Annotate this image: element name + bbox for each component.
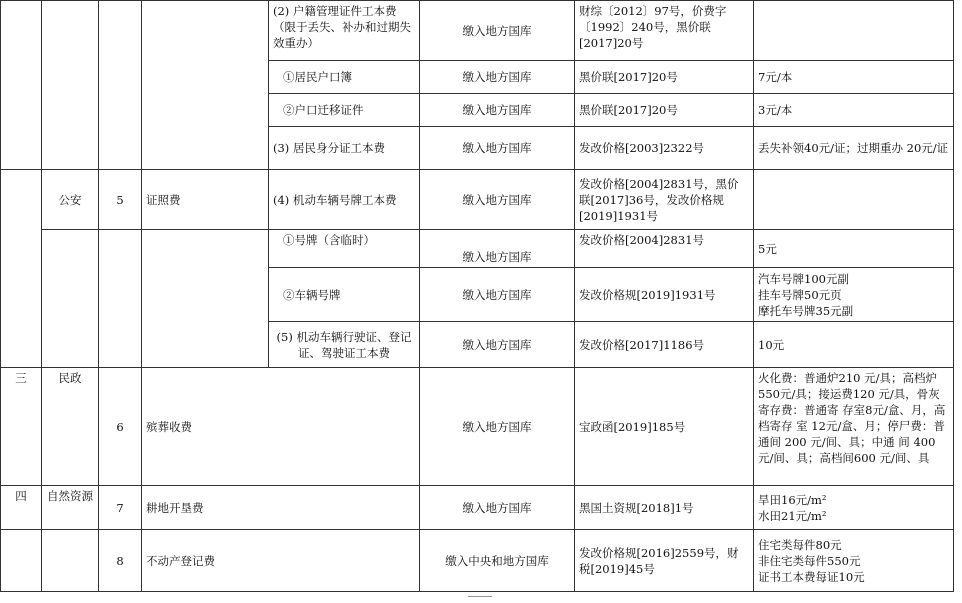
seq-cell: 三: [1, 368, 42, 486]
item-cell: (2) 户籍管理证件工本费（限于丢失、补办和过期失效重办）: [269, 1, 420, 61]
standard-cell: 住宅类每件80元 非住宅类每件550元 证书工本费每证10元: [754, 530, 954, 592]
dept-cell: 公安: [42, 170, 99, 230]
dept-cell: 民政: [42, 368, 99, 486]
basis-cell: 发改价格规[2016]2559号，财税[2019]45号: [575, 530, 754, 592]
basis-cell: 发改价格规[2019]1931号: [575, 268, 754, 322]
num-cell: 5: [99, 170, 142, 230]
table-row: [1, 230, 954, 268]
table-row: [1, 170, 954, 230]
seq-cell: [1, 1, 42, 170]
item-cell: ①居民户口簿: [269, 61, 420, 94]
seq-cell: 四: [1, 486, 42, 530]
standard-cell: 5元: [754, 230, 954, 268]
dest-cell: 缴入地方国库: [420, 94, 575, 127]
basis-cell: 黑价联[2017]20号: [575, 94, 754, 127]
num-cell: [99, 1, 142, 170]
category-cell: 证照费: [142, 170, 269, 230]
category-cell: 不动产登记费: [142, 530, 420, 592]
dept-cell: [42, 230, 99, 368]
dept-cell: 自然资源: [42, 486, 99, 530]
table-row: [1, 486, 954, 530]
dest-cell: 缴入地方国库: [420, 368, 575, 486]
standard-cell: 7元/本: [754, 61, 954, 94]
table-row: [1, 368, 954, 486]
table-row: [1, 530, 954, 592]
seq-cell: [1, 530, 42, 592]
dest-cell: 缴入地方国库: [420, 127, 575, 170]
item-cell: ②户口迁移证件: [269, 94, 420, 127]
dest-cell: 缴入中央和地方国库: [420, 530, 575, 592]
category-cell: 耕地开垦费: [142, 486, 420, 530]
basis-cell: 发改价格[2004]2831号，黑价联[2017]36号，发改价格规[2019]1931号: [575, 170, 754, 230]
dest-cell: 缴入地方国库: [420, 268, 575, 322]
basis-cell: 黑价联[2017]20号: [575, 61, 754, 94]
item-cell: (5) 机动车辆行驶证、登记证、驾驶证工本费: [269, 322, 420, 368]
standard-cell: 旱田16元/m² 水田21元/m²: [754, 486, 954, 530]
seq-cell: [1, 170, 42, 368]
num-cell: 6: [99, 368, 142, 486]
dept-cell: [42, 1, 99, 170]
num-cell: [99, 230, 142, 368]
category-cell: [142, 230, 269, 368]
standard-cell: [754, 170, 954, 230]
item-cell: (3) 居民身分证工本费: [269, 127, 420, 170]
dest-cell: 缴入地方国库: [420, 170, 575, 230]
basis-cell: 发改价格[2017]1186号: [575, 322, 754, 368]
basis-cell: 财综〔2012〕97号，价费字〔1992〕240号，黑价联[2017]20号: [575, 1, 754, 61]
dest-cell: 缴入地方国库: [420, 322, 575, 368]
standard-cell: 丢失补领40元/证；过期重办 20元/证: [754, 127, 954, 170]
standard-cell: 汽车号牌100元副 挂车号牌50元页 摩托车号牌35元副: [754, 268, 954, 322]
dest-cell: 缴入地方国库: [420, 230, 575, 268]
item-cell: ①号牌（含临时）: [269, 230, 420, 268]
basis-cell: 宝政函[2019]185号: [575, 368, 754, 486]
dest-cell: 缴入地方国库: [420, 1, 575, 61]
num-cell: 8: [99, 530, 142, 592]
standard-cell: 火化费：普通炉210 元/具；高档炉550元/具；接运费120 元/具，骨灰寄存费：普通寄 存室8元/盒、月，高档寄存 室 12元/盒、月；停尸费：普通间 200 元/间、具；中通 间 400 元/间、具；高档间600 元/间、具: [754, 368, 954, 486]
category-cell: [142, 1, 269, 170]
table-row: [1, 1, 954, 61]
item-cell: (4) 机动车辆号牌工本费: [269, 170, 420, 230]
dest-cell: 缴入地方国库: [420, 61, 575, 94]
num-cell: 7: [99, 486, 142, 530]
basis-cell: 发改价格[2003]2322号: [575, 127, 754, 170]
standard-cell: 3元/本: [754, 94, 954, 127]
dept-cell: [42, 530, 99, 592]
item-cell: ②车辆号牌: [269, 268, 420, 322]
standard-cell: [754, 1, 954, 61]
basis-cell: 黑国土资规[2018]1号: [575, 486, 754, 530]
category-cell: 殡葬收费: [142, 368, 420, 486]
dest-cell: 缴入地方国库: [420, 486, 575, 530]
standard-cell: 10元: [754, 322, 954, 368]
basis-cell: 发改价格[2004]2831号: [575, 230, 754, 268]
